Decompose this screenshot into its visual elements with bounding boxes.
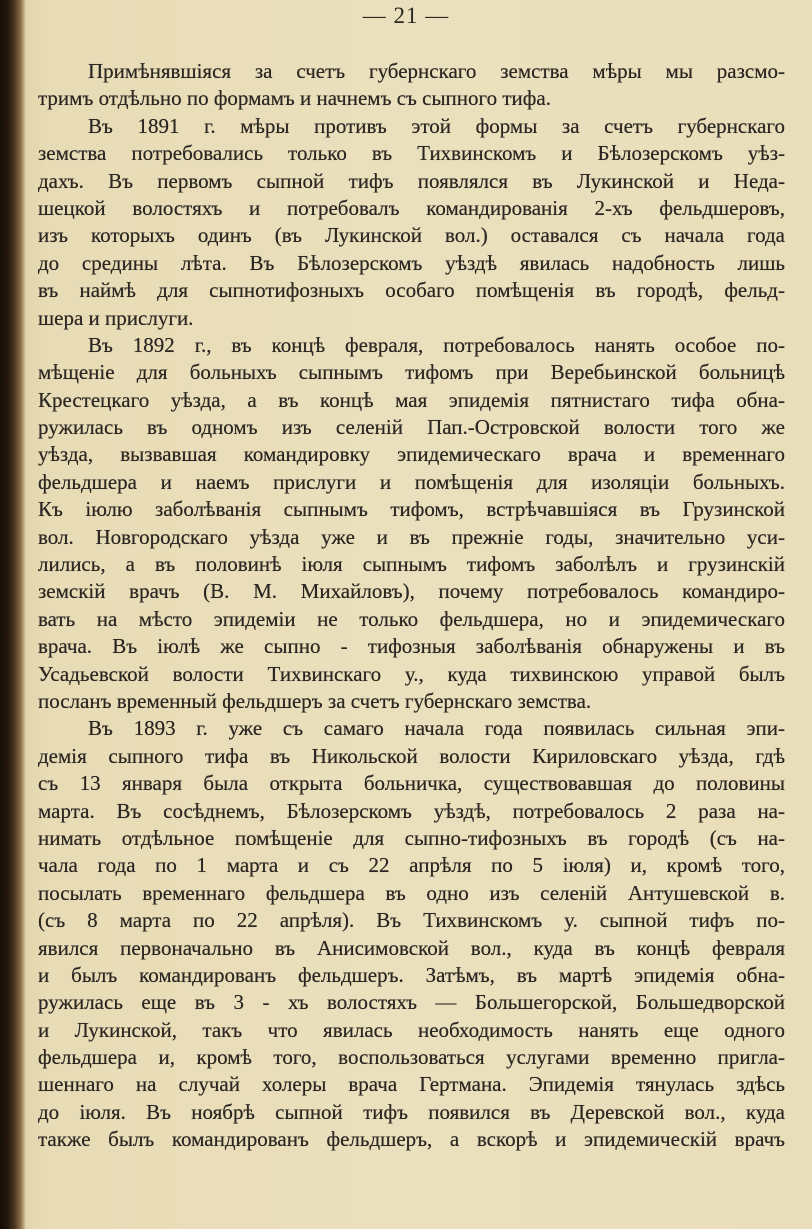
text-line: демія сыпного тифа въ Никольской волости Кириловскаго уѣзда, гдѣ bbox=[38, 743, 785, 768]
text-line: Крестецкаго уѣзда, а въ концѣ мая эпидемія пятнистаго тифа обна- bbox=[38, 387, 785, 412]
text-line: уѣзда, вызвавшая командировку эпидемическаго врача и временнаго bbox=[38, 442, 785, 467]
text-line: и Лукинской, такъ что явилась необходимость нанять еще одного bbox=[38, 1017, 785, 1042]
text-line: мѣщеніе для больныхъ сыпнымъ тифомъ при Веребьинской больницѣ bbox=[38, 360, 785, 385]
text-line: ружилась въ одномъ изъ селеній Пап.-Островской волости того же bbox=[38, 415, 785, 440]
text-line: земства потребовались только въ Тихвинскомъ и Бѣлозерскомъ уѣз- bbox=[38, 141, 785, 166]
paragraph bbox=[38, 113, 785, 332]
text-line: земскій врачъ (В. М. Михайловъ), почему потребовалось командиро- bbox=[38, 579, 785, 604]
text-line: Въ 1891 г. мѣры противъ этой формы за счетъ губернскаго bbox=[88, 113, 785, 138]
text-line: посылать временнаго фельдшера въ одно изъ селеній Антушевской в. bbox=[38, 880, 785, 905]
text-line: шера и прислуги. bbox=[38, 305, 194, 330]
text-line: явился первоначально въ Анисимовской вол., куда въ концѣ февраля bbox=[38, 935, 785, 960]
text-line: тримъ отдѣльно по формамъ и начнемъ съ сыпного тифа. bbox=[38, 86, 551, 111]
text-line: лились, а въ половинѣ іюля сыпнымъ тифомъ заболѣлъ и грузинскій bbox=[38, 552, 785, 577]
paragraph bbox=[38, 332, 785, 715]
text-line: посланъ временный фельдшеръ за счетъ губернскаго земства. bbox=[38, 688, 592, 713]
text-line: фельдшера и наемъ прислуги и помѣщенія для изоляціи больныхъ. bbox=[38, 469, 785, 494]
text-line: нимать отдѣльное помѣщеніе для сыпно-тифозныхъ въ городѣ (съ на- bbox=[38, 825, 785, 850]
page-body bbox=[38, 58, 785, 1154]
text-line: врача. Въ іюлѣ же сыпно - тифозныя заболѣванія обнаружены и въ bbox=[38, 634, 785, 659]
text-line: и былъ командированъ фельдшеръ. Затѣмъ, въ мартѣ эпидемія обна- bbox=[38, 962, 785, 987]
text-line: Въ 1893 г. уже съ самаго начала года появилась сильная эпи- bbox=[88, 716, 785, 741]
text-line: шецкой волостяхъ и потребовалъ командированія 2-хъ фельдшеровъ, bbox=[38, 195, 785, 220]
text-line: вол. Новгородскаго уѣзда уже и въ прежніе годы, значительно уси- bbox=[38, 524, 785, 549]
text-line: шеннаго на случай холеры врача Гертмана. Эпидемія тянулась здѣсь bbox=[38, 1072, 785, 1097]
text-line: ружилась еще въ 3 - хъ волостяхъ — Большегорской, Большедворской bbox=[38, 990, 785, 1015]
text-line: Въ 1892 г., въ концѣ февраля, потребовалось нанять особое по- bbox=[88, 332, 785, 357]
text-line: Къ іюлю заболѣванія сыпнымъ тифомъ, встрѣчавшіяся въ Грузинской bbox=[38, 497, 785, 522]
text-line: съ 13 января была открыта больничка, существовавшая до половины bbox=[38, 771, 785, 796]
text-line: фельдшера и, кромѣ того, воспользоваться услугами временно пригла- bbox=[38, 1045, 785, 1070]
paragraph bbox=[38, 715, 785, 1153]
text-line: до іюля. Въ ноябрѣ сыпной тифъ появился въ Деревской вол., куда bbox=[38, 1099, 785, 1124]
book-binding-shadow bbox=[0, 0, 26, 1229]
paragraph bbox=[38, 58, 785, 113]
text-line: дахъ. Въ первомъ сыпной тифъ появлялся въ Лукинской и Неда- bbox=[38, 168, 785, 193]
text-line: Усадьевской волости Тихвинскаго у., куда тихвинскою управой былъ bbox=[38, 661, 785, 686]
text-line: марта. Въ сосѣднемъ, Бѣлозерскомъ уѣздѣ, потребовалось 2 раза на- bbox=[38, 798, 785, 823]
text-line: Примѣнявшіяся за счетъ губернскаго земства мѣры мы разсмо- bbox=[88, 59, 785, 83]
text-line: чала года по 1 марта и съ 22 апрѣля по 5 іюля) и, кромѣ того, bbox=[38, 853, 785, 878]
text-line: вать на мѣсто эпидеміи не только фельдшера, но и эпидемическаго bbox=[38, 606, 785, 631]
text-line: также былъ командированъ фельдшеръ, а вскорѣ и эпидемическій врачъ bbox=[38, 1127, 785, 1152]
text-line: въ наймѣ для сыпнотифозныхъ особаго помѣщенія въ городѣ, фельд- bbox=[38, 278, 785, 303]
text-line: изъ которыхъ одинъ (въ Лукинской вол.) оставался съ начала года bbox=[38, 223, 785, 248]
text-line: до средины лѣта. Въ Бѣлозерскомъ уѣздѣ явилась надобность лишь bbox=[38, 250, 785, 275]
text-line: (съ 8 марта по 22 апрѣля). Въ Тихвинскомъ у. сыпной тифъ по- bbox=[38, 908, 785, 933]
page-number: — 21 — bbox=[362, 3, 450, 28]
